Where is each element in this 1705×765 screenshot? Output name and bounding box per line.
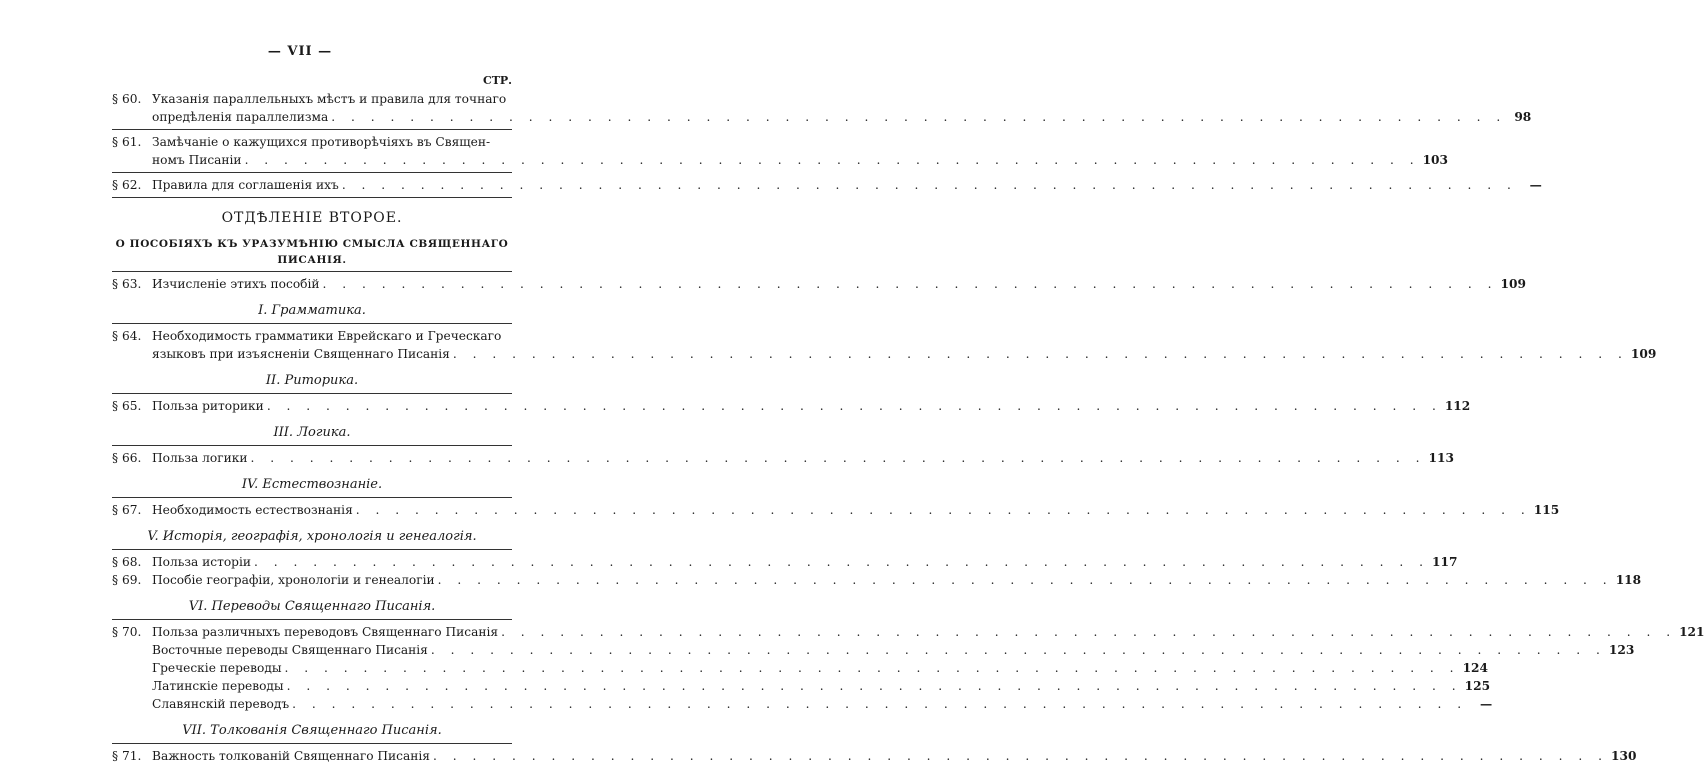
page-number: 112 bbox=[1444, 399, 1471, 413]
divider-rule bbox=[112, 549, 512, 550]
entry-title: Указанія параллельныхъ мѣстъ и правила для точнаго bbox=[152, 92, 507, 106]
section-heading: III. Логика. bbox=[273, 425, 351, 440]
entry-title: языковъ при изъясненіи Священнаго Писанія bbox=[152, 347, 450, 361]
divider-rule bbox=[112, 743, 512, 744]
page-number: — bbox=[1529, 178, 1542, 192]
section-number: § 66. bbox=[112, 451, 142, 465]
entry-title: Правила для соглашенія ихъ bbox=[152, 178, 339, 192]
entry-title: Необходимость грамматики Еврейскаго и Греческаго bbox=[152, 329, 502, 343]
table-of-contents bbox=[112, 90, 1705, 765]
entry-title: Польза исторіи bbox=[152, 555, 251, 569]
section-heading: VI. Переводы Священнаго Писанія. bbox=[188, 599, 436, 614]
divider-rule bbox=[112, 271, 512, 272]
department-title: ОТДѢЛЕНІЕ ВТОРОЕ. bbox=[221, 210, 403, 226]
toc-entry bbox=[112, 553, 1458, 571]
entry-title: Польза логики bbox=[152, 451, 248, 465]
section-number: § 60. bbox=[112, 92, 142, 106]
dot-leader: . . . . . . . . . . . . . . . . . . . . . . . . . . . . . . . . . . . . . . . . . . . . . . . . . . . . . . . . . . . . bbox=[284, 661, 1460, 675]
entry-title: Польза различныхъ переводовъ Священнаго Писанія bbox=[152, 625, 499, 639]
dot-leader: . . . . . . . . . . . . . . . . . . . . . . . . . . . . . . . . . . . . . . . . . . . . . . . . . . . . . . . . . . . . bbox=[253, 555, 1429, 569]
dot-leader: . . . . . . . . . . . . . . . . . . . . . . . . . . . . . . . . . . . . . . . . . . . . . . . . . . . . . . . . . . . . bbox=[292, 697, 1468, 711]
toc-entry bbox=[112, 275, 1526, 293]
section-number: § 68. bbox=[112, 555, 142, 569]
divider-rule bbox=[112, 497, 512, 498]
section-heading: V. Исторія, географія, хронологія и генеалогія. bbox=[147, 529, 477, 544]
department-subtitle: О ПОСОБІЯХЪ КЪ УРАЗУМѢНІЮ СМЫСЛА СВЯЩЕННАГО ПИСАНІЯ. bbox=[115, 238, 509, 266]
entry-title: Пособіе географіи, хронологіи и генеалогіи bbox=[152, 573, 435, 587]
section-heading: IV. Естествознаніе. bbox=[241, 477, 383, 492]
toc-entry-line bbox=[112, 345, 1657, 363]
toc-entry-line bbox=[112, 747, 1637, 765]
toc-entry-line bbox=[112, 623, 1705, 641]
toc-entry-line bbox=[112, 275, 1526, 293]
page-number: 121 bbox=[1679, 625, 1705, 639]
toc-entry bbox=[112, 176, 1542, 194]
toc-subentry bbox=[112, 677, 1491, 695]
toc-entry-line bbox=[112, 659, 1489, 677]
toc-entry-line bbox=[112, 677, 1491, 695]
toc-entry-line bbox=[112, 397, 1471, 415]
page-number: 98 bbox=[1514, 110, 1532, 124]
section-number: § 71. bbox=[112, 749, 142, 763]
toc-subentry bbox=[112, 659, 1489, 677]
entry-title: Греческіе переводы bbox=[152, 661, 282, 675]
dot-leader: . . . . . . . . . . . . . . . . . . . . . . . . . . . . . . . . . . . . . . . . . . . . . . . . . . . . . . . . . . . . bbox=[244, 153, 1420, 167]
toc-entry-line bbox=[112, 553, 1458, 571]
dot-leader: . . . . . . . . . . . . . . . . . . . . . . . . . . . . . . . . . . . . . . . . . . . . . . . . . . . . . . . . . . . . bbox=[250, 451, 1426, 465]
dot-leader: . . . . . . . . . . . . . . . . . . . . . . . . . . . . . . . . . . . . . . . . . . . . . . . . . . . . . . . . . . . . bbox=[355, 503, 1531, 517]
dot-leader: . . . . . . . . . . . . . . . . . . . . . . . . . . . . . . . . . . . . . . . . . . . . . . . . . . . . . . . . . . . . bbox=[266, 399, 1442, 413]
section-heading: VII. Толкованія Священнаго Писанія. bbox=[182, 723, 442, 738]
page-number: 123 bbox=[1608, 643, 1635, 657]
toc-entry-line bbox=[112, 641, 1635, 659]
dot-leader: . . . . . . . . . . . . . . . . . . . . . . . . . . . . . . . . . . . . . . . . . . . . . . . . . . . . . . . . . . . . bbox=[322, 277, 1498, 291]
toc-entry bbox=[112, 747, 1637, 765]
toc-entry bbox=[112, 133, 1449, 169]
toc-entry bbox=[112, 397, 1471, 415]
entry-title: Замѣчаніе о кажущихся противорѣчіяхъ въ Священ- bbox=[152, 135, 491, 149]
dot-leader: . . . . . . . . . . . . . . . . . . . . . . . . . . . . . . . . . . . . . . . . . . . . . . . . . . . . . . . . . . . . bbox=[341, 178, 1517, 192]
page-number: 103 bbox=[1422, 153, 1449, 167]
page-number: 125 bbox=[1464, 679, 1491, 693]
toc-entry bbox=[112, 327, 1657, 363]
divider-rule bbox=[112, 323, 512, 324]
page-number: 109 bbox=[1630, 347, 1657, 361]
toc-entry-line bbox=[112, 327, 512, 345]
section-number: § 62. bbox=[112, 178, 142, 192]
toc-subentry bbox=[112, 641, 1635, 659]
entry-title: Славянскій переводъ bbox=[152, 697, 290, 711]
toc-entry-line bbox=[112, 695, 1493, 713]
page-number: 118 bbox=[1615, 573, 1642, 587]
page-number: — bbox=[1479, 697, 1493, 711]
page-number: 117 bbox=[1432, 555, 1458, 569]
dot-leader: . . . . . . . . . . . . . . . . . . . . . . . . . . . . . . . . . . . . . . . . . . . . . . . . . . . . . . . . . . . . bbox=[501, 625, 1677, 639]
entry-title: Важность толкованій Священнаго Писанія bbox=[152, 749, 430, 763]
toc-entry bbox=[112, 449, 1454, 467]
toc-entry-line bbox=[112, 501, 1560, 519]
divider-rule bbox=[112, 197, 512, 198]
section-number: § 61. bbox=[112, 135, 142, 149]
entry-title: Необходимость естествознанія bbox=[152, 503, 353, 517]
divider-rule bbox=[112, 393, 512, 394]
divider-rule bbox=[112, 445, 512, 446]
page-number: 109 bbox=[1500, 277, 1526, 291]
section-number: § 70. bbox=[112, 625, 142, 639]
toc-entry bbox=[112, 571, 1642, 589]
toc-entry-line bbox=[112, 133, 512, 151]
divider-rule bbox=[112, 619, 512, 620]
toc-subentry bbox=[112, 695, 1493, 713]
dot-leader: . . . . . . . . . . . . . . . . . . . . . . . . . . . . . . . . . . . . . . . . . . . . . . . . . . . . . . . . . . . . bbox=[437, 573, 1613, 587]
toc-entry bbox=[112, 501, 1560, 519]
section-number: § 69. bbox=[112, 573, 142, 587]
dot-leader: . . . . . . . . . . . . . . . . . . . . . . . . . . . . . . . . . . . . . . . . . . . . . . . . . . . . . . . . . . . . bbox=[430, 643, 1606, 657]
entry-title: номъ Писаніи bbox=[152, 153, 242, 167]
dot-leader: . . . . . . . . . . . . . . . . . . . . . . . . . . . . . . . . . . . . . . . . . . . . . . . . . . . . . . . . . . . . bbox=[432, 749, 1608, 763]
section-heading: I. Грамматика. bbox=[258, 303, 366, 318]
page-marker: — VII — bbox=[267, 44, 333, 59]
divider-rule bbox=[112, 129, 512, 130]
toc-entry-line bbox=[112, 449, 1454, 467]
dot-leader: . . . . . . . . . . . . . . . . . . . . . . . . . . . . . . . . . . . . . . . . . . . . . . . . . . . . . . . . . . . . bbox=[452, 347, 1628, 361]
toc-entry-line bbox=[112, 108, 1532, 126]
entry-title: Изчисленіе этихъ пособій bbox=[152, 277, 320, 291]
section-heading: II. Риторика. bbox=[265, 373, 359, 388]
page-column-label: СТР. bbox=[482, 74, 512, 87]
section-number: § 65. bbox=[112, 399, 142, 413]
section-number: § 63. bbox=[112, 277, 142, 291]
entry-title: опредѣленія параллелизма bbox=[152, 110, 329, 124]
page-number: 113 bbox=[1428, 451, 1454, 465]
toc-entry-line bbox=[112, 571, 1642, 589]
dot-leader: . . . . . . . . . . . . . . . . . . . . . . . . . . . . . . . . . . . . . . . . . . . . . . . . . . . . . . . . . . . . bbox=[286, 679, 1462, 693]
toc-entry-line bbox=[112, 151, 1449, 169]
section-number: § 67. bbox=[112, 503, 142, 517]
page-number: 130 bbox=[1611, 749, 1637, 763]
page-number: 124 bbox=[1462, 661, 1489, 675]
page-number: 115 bbox=[1533, 503, 1560, 517]
entry-title: Польза риторики bbox=[152, 399, 264, 413]
entry-title: Восточные переводы Священнаго Писанія bbox=[152, 643, 428, 657]
dot-leader: . . . . . . . . . . . . . . . . . . . . . . . . . . . . . . . . . . . . . . . . . . . . . . . . . . . . . . . . . . . . bbox=[331, 110, 1507, 124]
toc-entry-line bbox=[112, 90, 512, 108]
toc-entry bbox=[112, 623, 1705, 641]
divider-rule bbox=[112, 172, 512, 173]
section-number: § 64. bbox=[112, 329, 142, 343]
toc-entry bbox=[112, 90, 1532, 126]
entry-title: Латинскіе переводы bbox=[152, 679, 284, 693]
toc-entry-line bbox=[112, 176, 1542, 194]
